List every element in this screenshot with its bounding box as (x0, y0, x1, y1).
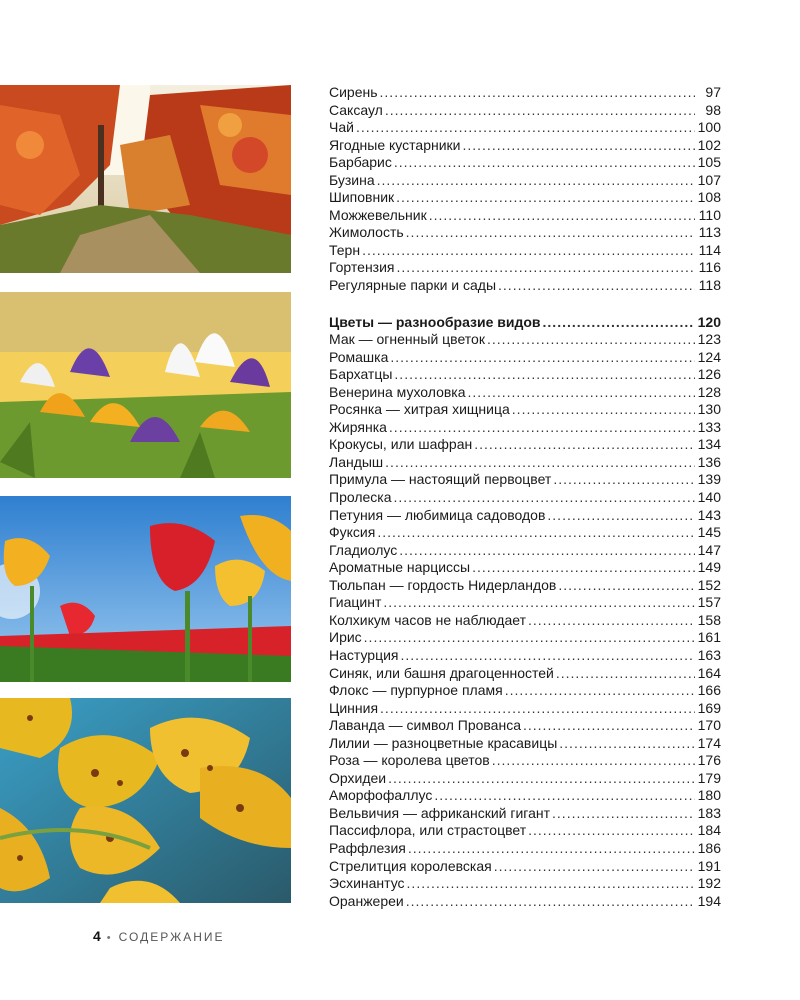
toc-leader-dots (556, 665, 695, 683)
toc-entry-title: Оранжереи (329, 892, 404, 909)
toc-entry (329, 154, 721, 172)
toc-entry-page: 114 (698, 241, 721, 258)
toc-entry (329, 349, 721, 367)
toc-heading-flowers (329, 314, 721, 332)
toc-entry (329, 594, 721, 612)
toc-entry-page: 176 (697, 752, 721, 769)
toc-entry-title: Жимолость (329, 224, 404, 241)
table-of-contents (329, 84, 721, 910)
toc-entry-page: 105 (697, 154, 721, 171)
toc-entry-title: Регулярные парки и сады (329, 277, 497, 294)
toc-entry-title: Лаванда — символ Прованса (329, 717, 521, 734)
toc-entry-page: 166 (697, 682, 721, 699)
toc-group-trees (329, 84, 721, 295)
toc-entry-title: Ароматные нарциссы (329, 559, 471, 576)
toc-entry-page: 170 (697, 717, 721, 734)
toc-entry (329, 770, 721, 788)
toc-entry-title: Цинния (329, 699, 379, 716)
toc-entry (329, 577, 721, 595)
toc-entry-page: 145 (697, 524, 721, 541)
toc-leader-dots (377, 524, 695, 542)
toc-entry-page: 113 (698, 224, 721, 241)
toc-entry (329, 489, 721, 507)
toc-leader-dots (362, 242, 695, 260)
toc-entry-page: 134 (697, 436, 721, 453)
toc-entry (329, 524, 721, 542)
toc-entry-page: 133 (697, 418, 721, 435)
toc-entry (329, 119, 721, 137)
toc-entry-title: Шиповник (329, 189, 395, 206)
toc-entry (329, 189, 721, 207)
orchid-photo (0, 698, 291, 903)
toc-entry-page: 163 (697, 646, 721, 663)
toc-entry-page: 140 (697, 489, 721, 506)
toc-entry-page: 139 (697, 471, 721, 488)
toc-leader-dots (408, 840, 695, 858)
toc-leader-dots (406, 893, 695, 911)
toc-leader-dots (396, 189, 695, 207)
toc-leader-dots (388, 770, 695, 788)
toc-entry (329, 84, 721, 102)
toc-entry (329, 805, 721, 823)
toc-entry (329, 840, 721, 858)
toc-entry (329, 102, 721, 120)
toc-leader-dots (512, 401, 695, 419)
toc-entry-title: Флокс — пурпурное пламя (329, 682, 503, 699)
toc-entry (329, 366, 721, 384)
toc-entry (329, 259, 721, 277)
toc-entry (329, 331, 721, 349)
toc-entry-title: Гортензия (329, 259, 395, 276)
toc-entry-title: Бузина (329, 171, 375, 188)
toc-entry (329, 665, 721, 683)
footer-section-title: СОДЕРЖАНИЕ (118, 930, 225, 944)
toc-entry-title: Вельвичия — африканский гигант (329, 804, 551, 821)
toc-entry-title: Жирянка (329, 418, 387, 435)
toc-leader-dots (494, 858, 695, 876)
toc-entry-page: 128 (697, 383, 721, 400)
toc-entry (329, 207, 721, 225)
toc-entry-page: 152 (697, 576, 721, 593)
toc-entry-page: 97 (705, 84, 721, 100)
toc-leader-dots (385, 102, 695, 120)
toc-entry-page: 192 (697, 875, 721, 892)
toc-leader-dots (389, 419, 695, 437)
toc-entry-page: 191 (697, 857, 721, 874)
toc-entry-title: Мак — огненный цветок (329, 331, 485, 348)
toc-entry-title: Бархатцы (329, 366, 393, 383)
toc-entry (329, 419, 721, 437)
toc-entry-title: Гиацинт (329, 594, 382, 611)
toc-entry-page: 174 (697, 734, 721, 751)
toc-leader-dots (380, 700, 695, 718)
toc-entry-page: 186 (697, 839, 721, 856)
toc-entry-title: Фуксия (329, 524, 376, 541)
toc-leader-dots (401, 647, 695, 665)
toc-heading-title: Цветы — разнообразие видов (329, 313, 541, 330)
toc-entry (329, 787, 721, 805)
toc-entry (329, 875, 721, 893)
toc-entry-title: Гладиолус (329, 541, 398, 558)
toc-entry-title: Лилии — разноцветные красавицы (329, 734, 558, 751)
toc-entry (329, 454, 721, 472)
toc-entry-page: 110 (698, 206, 721, 223)
toc-entry-title: Росянка — хитрая хищница (329, 401, 510, 418)
toc-entry-title: Ирис (329, 629, 362, 646)
toc-entry-page: 183 (697, 804, 721, 821)
toc-leader-dots (523, 717, 695, 735)
toc-entry-title: Эсхинантус (329, 875, 405, 892)
toc-entry-title: Барбарис (329, 154, 392, 171)
toc-leader-dots (498, 277, 695, 295)
toc-entry-page: 107 (697, 171, 721, 188)
toc-entry-title: Пролеска (329, 489, 392, 506)
toc-entry-page: 169 (697, 699, 721, 716)
toc-entry-title: Петуния — любимица садоводов (329, 506, 546, 523)
toc-entry (329, 384, 721, 402)
toc-entry-page: 102 (697, 136, 721, 153)
toc-entry (329, 893, 721, 911)
toc-entry-title: Настурция (329, 646, 399, 663)
tulips-sky-photo (0, 496, 291, 682)
toc-leader-dots (394, 154, 695, 172)
toc-leader-dots (406, 224, 695, 242)
toc-entry-title: Можжевельник (329, 206, 427, 223)
toc-entry-page: 149 (697, 559, 721, 576)
toc-entry-title: Колхикум часов не наблюдает (329, 611, 526, 628)
toc-entry (329, 542, 721, 560)
toc-entry-title: Крокусы, или шафран (329, 436, 473, 453)
toc-entry-page: 126 (697, 366, 721, 383)
toc-entry-title: Ландыш (329, 453, 384, 470)
toc-entry (329, 717, 721, 735)
toc-entry (329, 507, 721, 525)
toc-leader-dots (377, 172, 695, 190)
toc-entry-page: 116 (698, 259, 721, 276)
toc-leader-dots (390, 349, 695, 367)
toc-entry-title: Ягодные кустарники (329, 136, 461, 153)
toc-leader-dots (397, 259, 695, 277)
toc-entry-page: 158 (697, 611, 721, 628)
crocus-flowers-photo (0, 292, 291, 478)
toc-entry (329, 822, 721, 840)
toc-leader-dots (380, 84, 695, 102)
toc-entry-title: Примула — настоящий первоцвет (329, 471, 552, 488)
toc-entry (329, 647, 721, 665)
toc-entry-page: 136 (697, 453, 721, 470)
toc-entry (329, 612, 721, 630)
toc-entry-page: 108 (697, 189, 721, 206)
toc-entry-page: 179 (697, 769, 721, 786)
page-number: 4 (93, 928, 101, 944)
toc-leader-dots (492, 752, 695, 770)
toc-entry-title: Роза — королева цветов (329, 752, 490, 769)
toc-entry (329, 735, 721, 753)
toc-leader-dots (383, 594, 695, 612)
toc-leader-dots (434, 787, 695, 805)
toc-entry-title: Аморфофаллус (329, 787, 433, 804)
toc-leader-dots (394, 489, 695, 507)
toc-entry-title: Синяк, или башня драгоценностей (329, 664, 554, 681)
toc-entry-page: 180 (697, 787, 721, 804)
toc-entry-title: Венерина мухоловка (329, 383, 466, 400)
toc-entry-title: Чай (329, 119, 354, 136)
toc-entry-page: 147 (697, 541, 721, 558)
toc-entry (329, 242, 721, 260)
toc-leader-dots (468, 384, 695, 402)
toc-entry-title: Терн (329, 241, 361, 258)
toc-leader-dots (385, 454, 695, 472)
toc-entry (329, 629, 721, 647)
page-footer (93, 928, 225, 944)
toc-entry-page: 164 (697, 664, 721, 681)
toc-entry (329, 700, 721, 718)
autumn-trees-photo (0, 85, 291, 273)
toc-entry-page: 194 (697, 892, 721, 909)
toc-leader-dots (356, 119, 695, 137)
toc-entry-title: Саксаул (329, 101, 383, 118)
toc-entry-page: 184 (697, 822, 721, 839)
toc-entry (329, 471, 721, 489)
toc-leader-dots (559, 735, 695, 753)
toc-leader-dots (552, 805, 695, 823)
toc-group-flowers (329, 331, 721, 910)
toc-leader-dots (407, 875, 695, 893)
toc-leader-dots (553, 471, 695, 489)
toc-leader-dots (558, 577, 695, 595)
toc-entry-page: 123 (697, 331, 721, 348)
toc-leader-dots (547, 507, 695, 525)
toc-entry-title: Стрелитция королевская (329, 857, 492, 874)
toc-leader-dots (528, 822, 695, 840)
toc-entry-title: Раффлезия (329, 839, 406, 856)
toc-leader-dots (364, 629, 695, 647)
toc-entry (329, 436, 721, 454)
toc-entry-page: 143 (697, 506, 721, 523)
toc-entry-title: Ромашка (329, 348, 389, 365)
toc-entry-page: 157 (697, 594, 721, 611)
footer-bullet: • (106, 932, 113, 944)
toc-heading-page: 120 (697, 313, 721, 330)
toc-entry-title: Пассифлора, или страстоцвет (329, 822, 527, 839)
toc-entry (329, 224, 721, 242)
toc-leader-dots (528, 612, 695, 630)
toc-entry (329, 137, 721, 155)
toc-entry-title: Тюльпан — гордость Нидерландов (329, 576, 557, 593)
toc-entry (329, 858, 721, 876)
toc-entry-page: 124 (697, 348, 721, 365)
toc-entry-title: Сирень (329, 84, 378, 100)
toc-leader-dots (474, 436, 695, 454)
toc-entry-title: Орхидеи (329, 769, 387, 786)
toc-entry (329, 277, 721, 295)
toc-leader-dots (429, 207, 695, 225)
toc-entry (329, 401, 721, 419)
toc-leader-dots (505, 682, 695, 700)
toc-leader-dots (462, 137, 695, 155)
toc-entry-page: 161 (697, 629, 721, 646)
toc-entry-page: 98 (705, 101, 721, 118)
toc-entry (329, 682, 721, 700)
toc-entry (329, 752, 721, 770)
toc-entry-page: 118 (698, 277, 721, 294)
toc-entry-page: 100 (697, 119, 721, 136)
toc-entry-page: 130 (697, 401, 721, 418)
toc-leader-dots (543, 314, 695, 332)
toc-leader-dots (472, 559, 695, 577)
toc-entry (329, 559, 721, 577)
toc-leader-dots (394, 366, 695, 384)
toc-entry (329, 172, 721, 190)
toc-leader-dots (487, 331, 695, 349)
toc-leader-dots (399, 542, 695, 560)
